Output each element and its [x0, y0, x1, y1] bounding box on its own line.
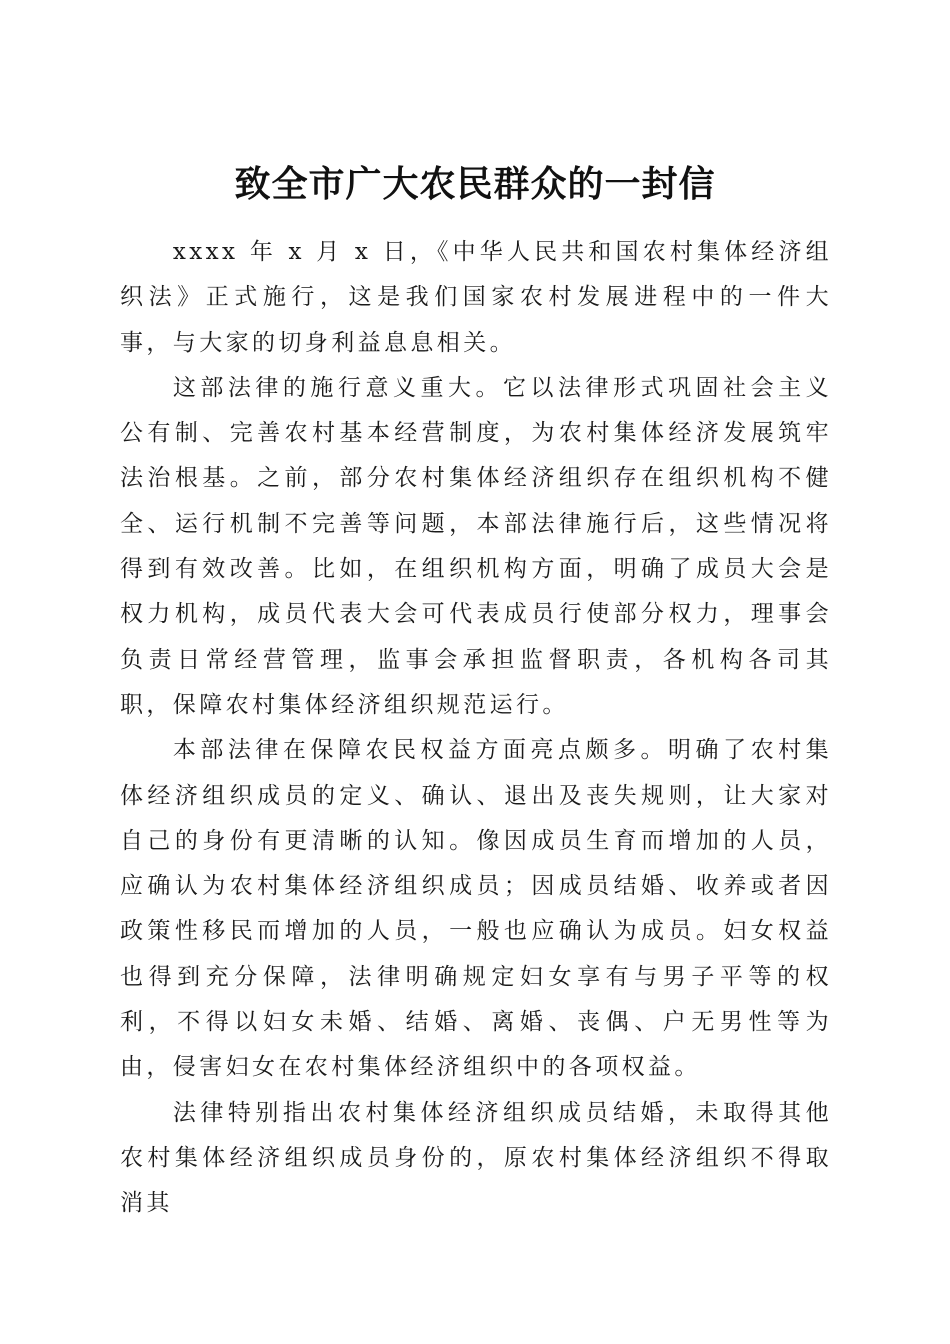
paragraph-4: 法律特别指出农村集体经济组织成员结婚，未取得其他农村集体经济组织成员身份的，原农村集体经济组织不得取消其	[120, 1099, 832, 1217]
paragraph-1: xxxx 年 x 月 x 日，《中华人民共和国农村集体经济组织法》正式施行，这是我们国家农村发展进程中的一件大事，与大家的切身利益息息相关。	[120, 239, 832, 356]
letter-title: 致全市广大农民群众的一封信	[234, 163, 716, 206]
paragraph-2: 这部法律的施行意义重大。它以法律形式巩固社会主义公有制、完善农村基本经营制度，为农村集体经济发展筑牢法治根基。之前，部分农村集体经济组织存在组织机构不健全、运行机制不完善等问题，本部法律施行后，这些情况将得到有效改善。比如，在组织机构方面，明确了成员大会是权力机构，成员代表大会可代表成员行使部分权力，理事会负责日常经营管理，监事会承担监督职责，各机构各司其职，保障农村集体经济组织规范运行。	[120, 374, 832, 718]
letter-body	[120, 230, 832, 1227]
paragraph-3: 本部法律在保障农民权益方面亮点颇多。明确了农村集体经济组织成员的定义、确认、退出及丧失规则，让大家对自己的身份有更清晰的认知。像因成员生育而增加的人员，应确认为农村集体经济组织成员；因成员结婚、收养或者因政策性移民而增加的人员，一般也应确认为成员。妇女权益也得到充分保障，法律明确规定妇女享有与男子平等的权利，不得以妇女未婚、结婚、离婚、丧偶、户无男性等为由，侵害妇女在农村集体经济组织中的各项权益。	[120, 737, 832, 1081]
